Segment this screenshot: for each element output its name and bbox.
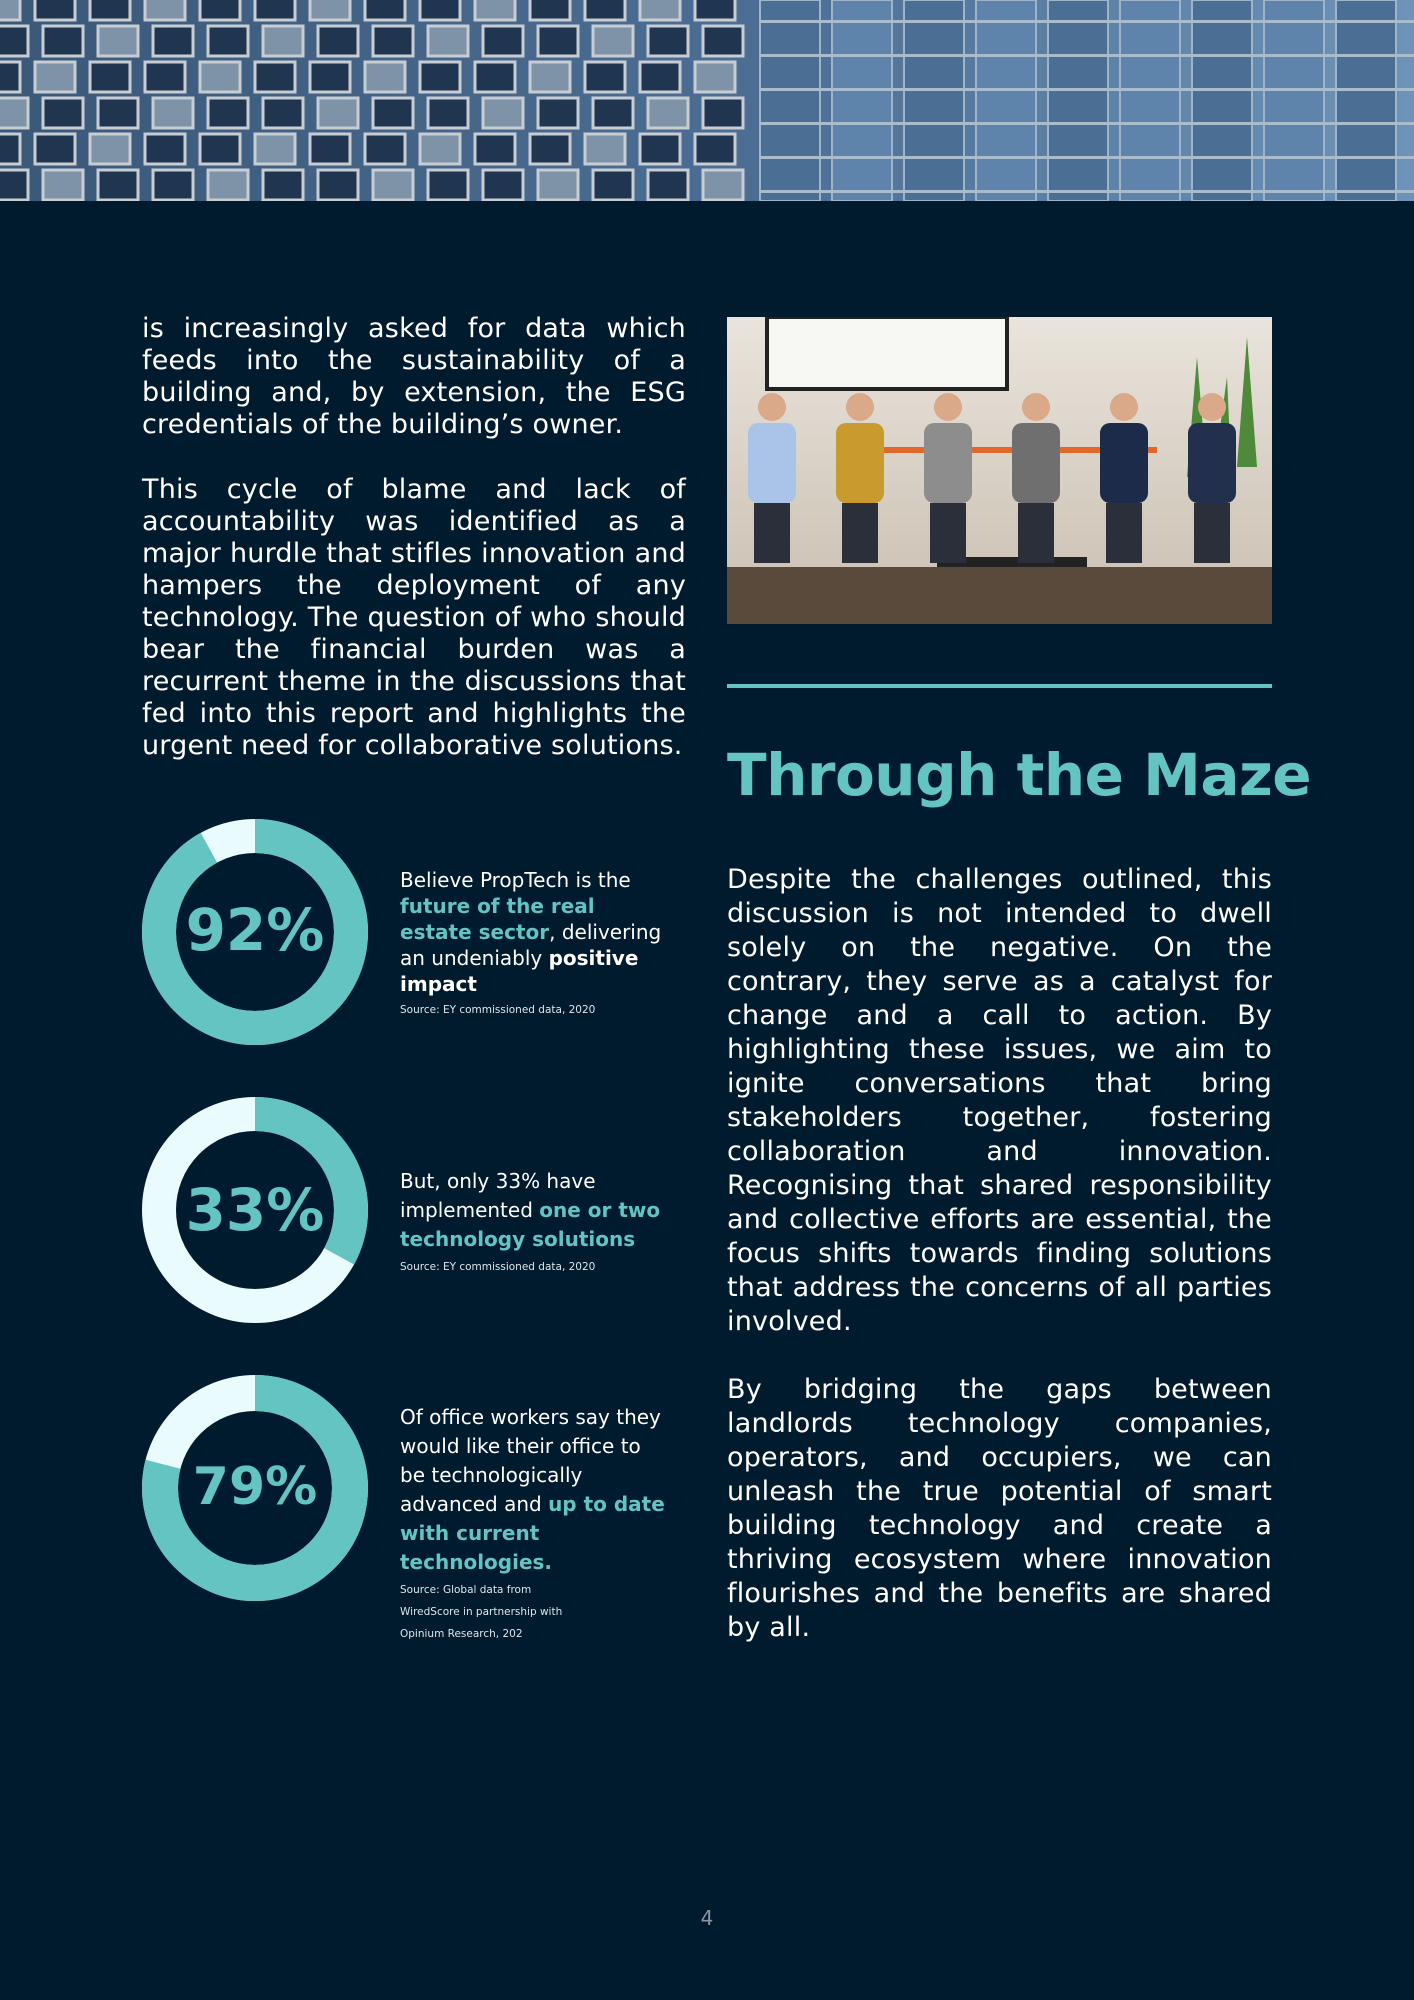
statement-part-plain: Believe PropTech is the <box>400 868 631 892</box>
statement-part-bold: positive impact <box>400 946 639 996</box>
source-line: Source: EY commissioned data, 2020 <box>400 1261 596 1273</box>
stat-source <box>400 1579 670 1645</box>
source-line: WiredScore in partnership with <box>400 1606 563 1618</box>
donut-chart-92 <box>142 819 368 1045</box>
donut-percent-label: 33% <box>185 1176 325 1244</box>
stat-description <box>400 1403 670 1645</box>
stat-statement <box>400 1167 670 1254</box>
stat-statement <box>400 1403 670 1577</box>
statement-part-plain: , delivering an undeniably <box>400 920 662 970</box>
blame-cycle-paragraph: This cycle of blame and lack of accountability was identified as a major hurdle that stifles innovation and hampers the deployment of any technology. The question of who should bear the financial burden was a recurrent theme in the discussions that fed into this report and highlights the urgent need for collaborative solutions. <box>142 474 686 761</box>
statement-part-hl: up to date with current technologies. <box>400 1492 665 1574</box>
donut-chart-79 <box>142 1375 368 1601</box>
header-building-photo <box>0 0 1414 201</box>
statement-part-plain: Of office workers say they would like their office to be technologically advanced and <box>400 1405 661 1516</box>
statement-part-hl: one or two technology solutions <box>400 1198 661 1251</box>
source-line: Source: EY commissioned data, 2020 <box>400 1004 596 1016</box>
donut-chart-33 <box>142 1097 368 1323</box>
stat-description <box>400 867 670 1021</box>
statement-part-hl: future of the real estate sector <box>400 894 595 944</box>
challenges-paragraph: Despite the challenges outlined, this discussion is not intended to dwell solely on the negative. On the contrary, they serve as a catalyst for change and a call to action. By highlighting these issues, we aim to ignite conversations that bring stakeholders together, fostering collaboration and innovation. Recognising that shared responsibility and collective efforts are essential, the focus shifts towards finding solutions that address the concerns of all parties involved. <box>727 864 1272 1337</box>
source-line: Source: Global data from <box>400 1584 532 1596</box>
statement-part-plain: But, only 33% have implemented <box>400 1169 596 1222</box>
source-line: Opinium Research, 202 <box>400 1628 523 1640</box>
stat-source <box>400 999 670 1021</box>
panel-discussion-photo <box>727 317 1272 624</box>
section-divider <box>727 684 1272 688</box>
intro-paragraph: is increasingly asked for data which feeds into the sustainability of a building and, by extension, the ESG credentials of the building’s owner. <box>142 313 686 440</box>
right-column-text <box>727 863 1272 1679</box>
stat-statement <box>400 867 670 997</box>
donut-percent-label: 79% <box>192 1457 318 1517</box>
left-column-text <box>142 313 686 795</box>
stat-source <box>400 1256 670 1278</box>
section-title: Through the Maze <box>727 741 1312 809</box>
stat-description <box>400 1167 670 1278</box>
bridging-paragraph: By bridging the gaps between landlords technology companies, operators, and occupiers, we can unleash the true potential of smart building technology and create a thriving ecosystem where innovation flourishes and the benefits are shared by all. <box>727 1374 1272 1643</box>
page-number: 4 <box>700 1906 714 1930</box>
donut-percent-label: 92% <box>185 896 325 964</box>
